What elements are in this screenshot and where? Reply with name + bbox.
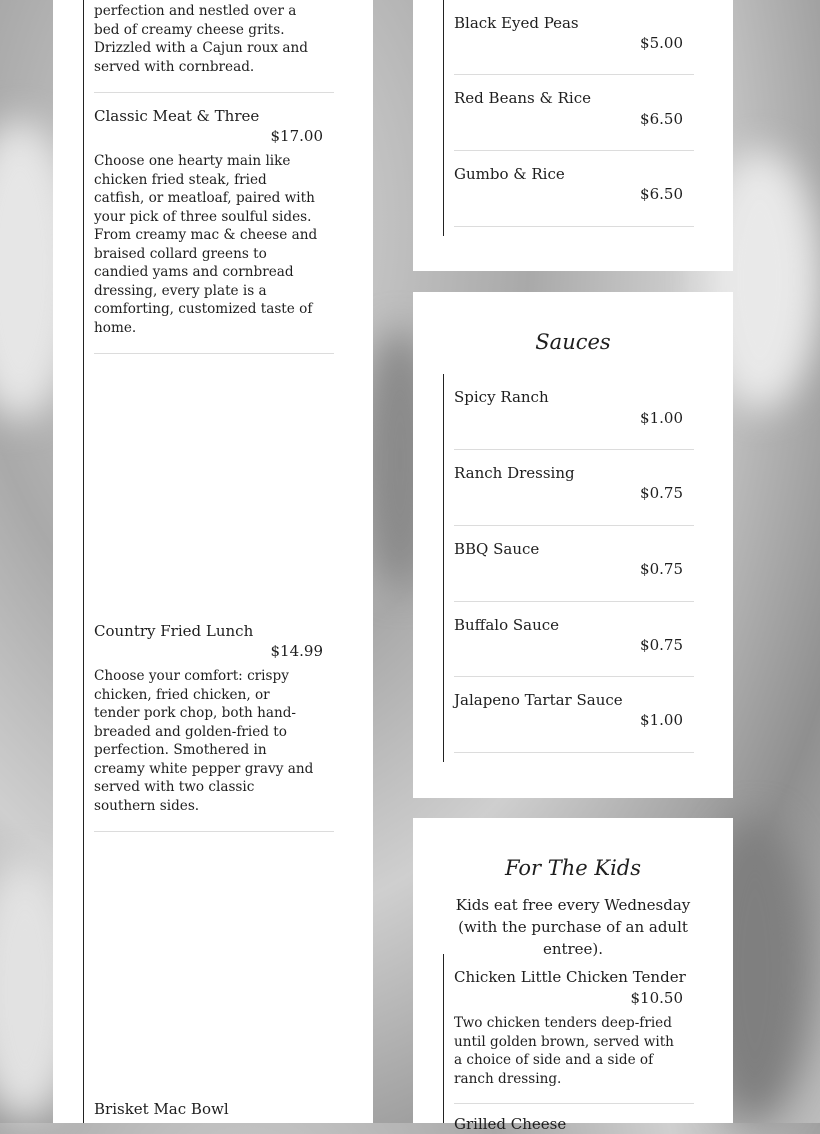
item-price: $10.50 [630,989,683,1007]
menu-item-country-fried-lunch [94,622,334,822]
item-price: $1.00 [640,409,683,427]
item-price: $0.75 [640,484,683,502]
vertical-rule [443,0,444,236]
item-price: $6.50 [640,185,683,203]
item-name: Jalapeno Tartar Sauce [454,691,623,709]
sauces-menu-panel [413,292,733,798]
item-name: Grilled Cheese [454,1115,567,1133]
section-title: Sauces [535,330,611,354]
menu-item-brisket-mac-bowl [94,1100,334,1119]
item-description: Choose your comfort: crispy chicken, fried chicken, or tender pork chop, both hand-breaded and golden-fried to perfection. Smothered in creamy white pepper gravy and served with two classic southern sides. [94,668,314,814]
item-price: $6.50 [640,110,683,128]
item-name: Ranch Dressing [454,464,575,482]
menu-item-red-beans-rice [454,89,694,128]
menu-item-gumbo-rice [454,165,694,203]
menu-item-black-eyed-peas [454,14,694,52]
divider [454,525,694,526]
item-price: $14.99 [270,642,323,660]
item-description: Two chicken tenders deep-fried until golden brown, served with a choice of side and a side of ranch dressing. [454,1015,674,1087]
menu-item-grilled-cheese [454,1115,694,1134]
menu-item-jalapeno-tartar-sauce [454,691,694,729]
item-price: $1.00 [640,711,683,729]
divider [454,74,694,75]
menu-item-ranch-dressing [454,464,694,502]
divider [454,226,694,227]
vertical-rule [443,374,444,762]
item-name: Black Eyed Peas [454,14,579,32]
item-price: $0.75 [640,560,683,578]
vertical-rule [83,0,84,1123]
item-price: $5.00 [640,34,683,52]
item-name: Gumbo & Rice [454,165,565,183]
divider [454,601,694,602]
menu-item-spicy-ranch [454,388,694,427]
item-name: Chicken Little Chicken Tender [454,968,686,986]
item-name: Red Beans & Rice [454,89,591,107]
divider [454,150,694,151]
divider [94,353,334,354]
menu-item-buffalo-sauce [454,616,694,654]
item-price: $0.75 [640,636,683,654]
divider [94,831,334,832]
mains-menu-panel [53,0,373,1123]
divider [454,676,694,677]
section-title: For The Kids [504,856,642,880]
kids-menu-panel [413,818,733,1133]
item-name: Spicy Ranch [454,388,549,406]
item-description: perfection and nestled over a bed of creamy cheese grits. Drizzled with a Cajun roux and served with cornbread. [94,3,308,75]
item-name: Buffalo Sauce [454,616,560,634]
item-price: $17.00 [270,127,323,145]
vertical-rule [443,954,444,1123]
sides-menu-panel [413,0,733,271]
menu-item-chicken-little-chicken-tender [454,968,694,1007]
menu-item-classic-meat-three [94,107,334,342]
item-name: Brisket Mac Bowl [94,1100,229,1118]
item-name: Country Fried Lunch [94,622,254,640]
item-name: BBQ Sauce [454,540,540,558]
item-description: Choose one hearty main like chicken fried steak, fried catfish, or meatloaf, paired with your pick of three soulful sides. From creamy mac & cheese and braised collard greens to candied yams and cornbread dressing, every plate is a comforting, customized taste of home. [94,153,318,336]
divider [94,92,334,93]
divider [454,752,694,753]
menu-item-bbq-sauce [454,540,694,578]
section-note: Kids eat free every Wednesday (with the purchase of an adult entree). [455,896,691,958]
divider [454,449,694,450]
divider [454,1103,694,1104]
item-name: Classic Meat & Three [94,107,260,125]
